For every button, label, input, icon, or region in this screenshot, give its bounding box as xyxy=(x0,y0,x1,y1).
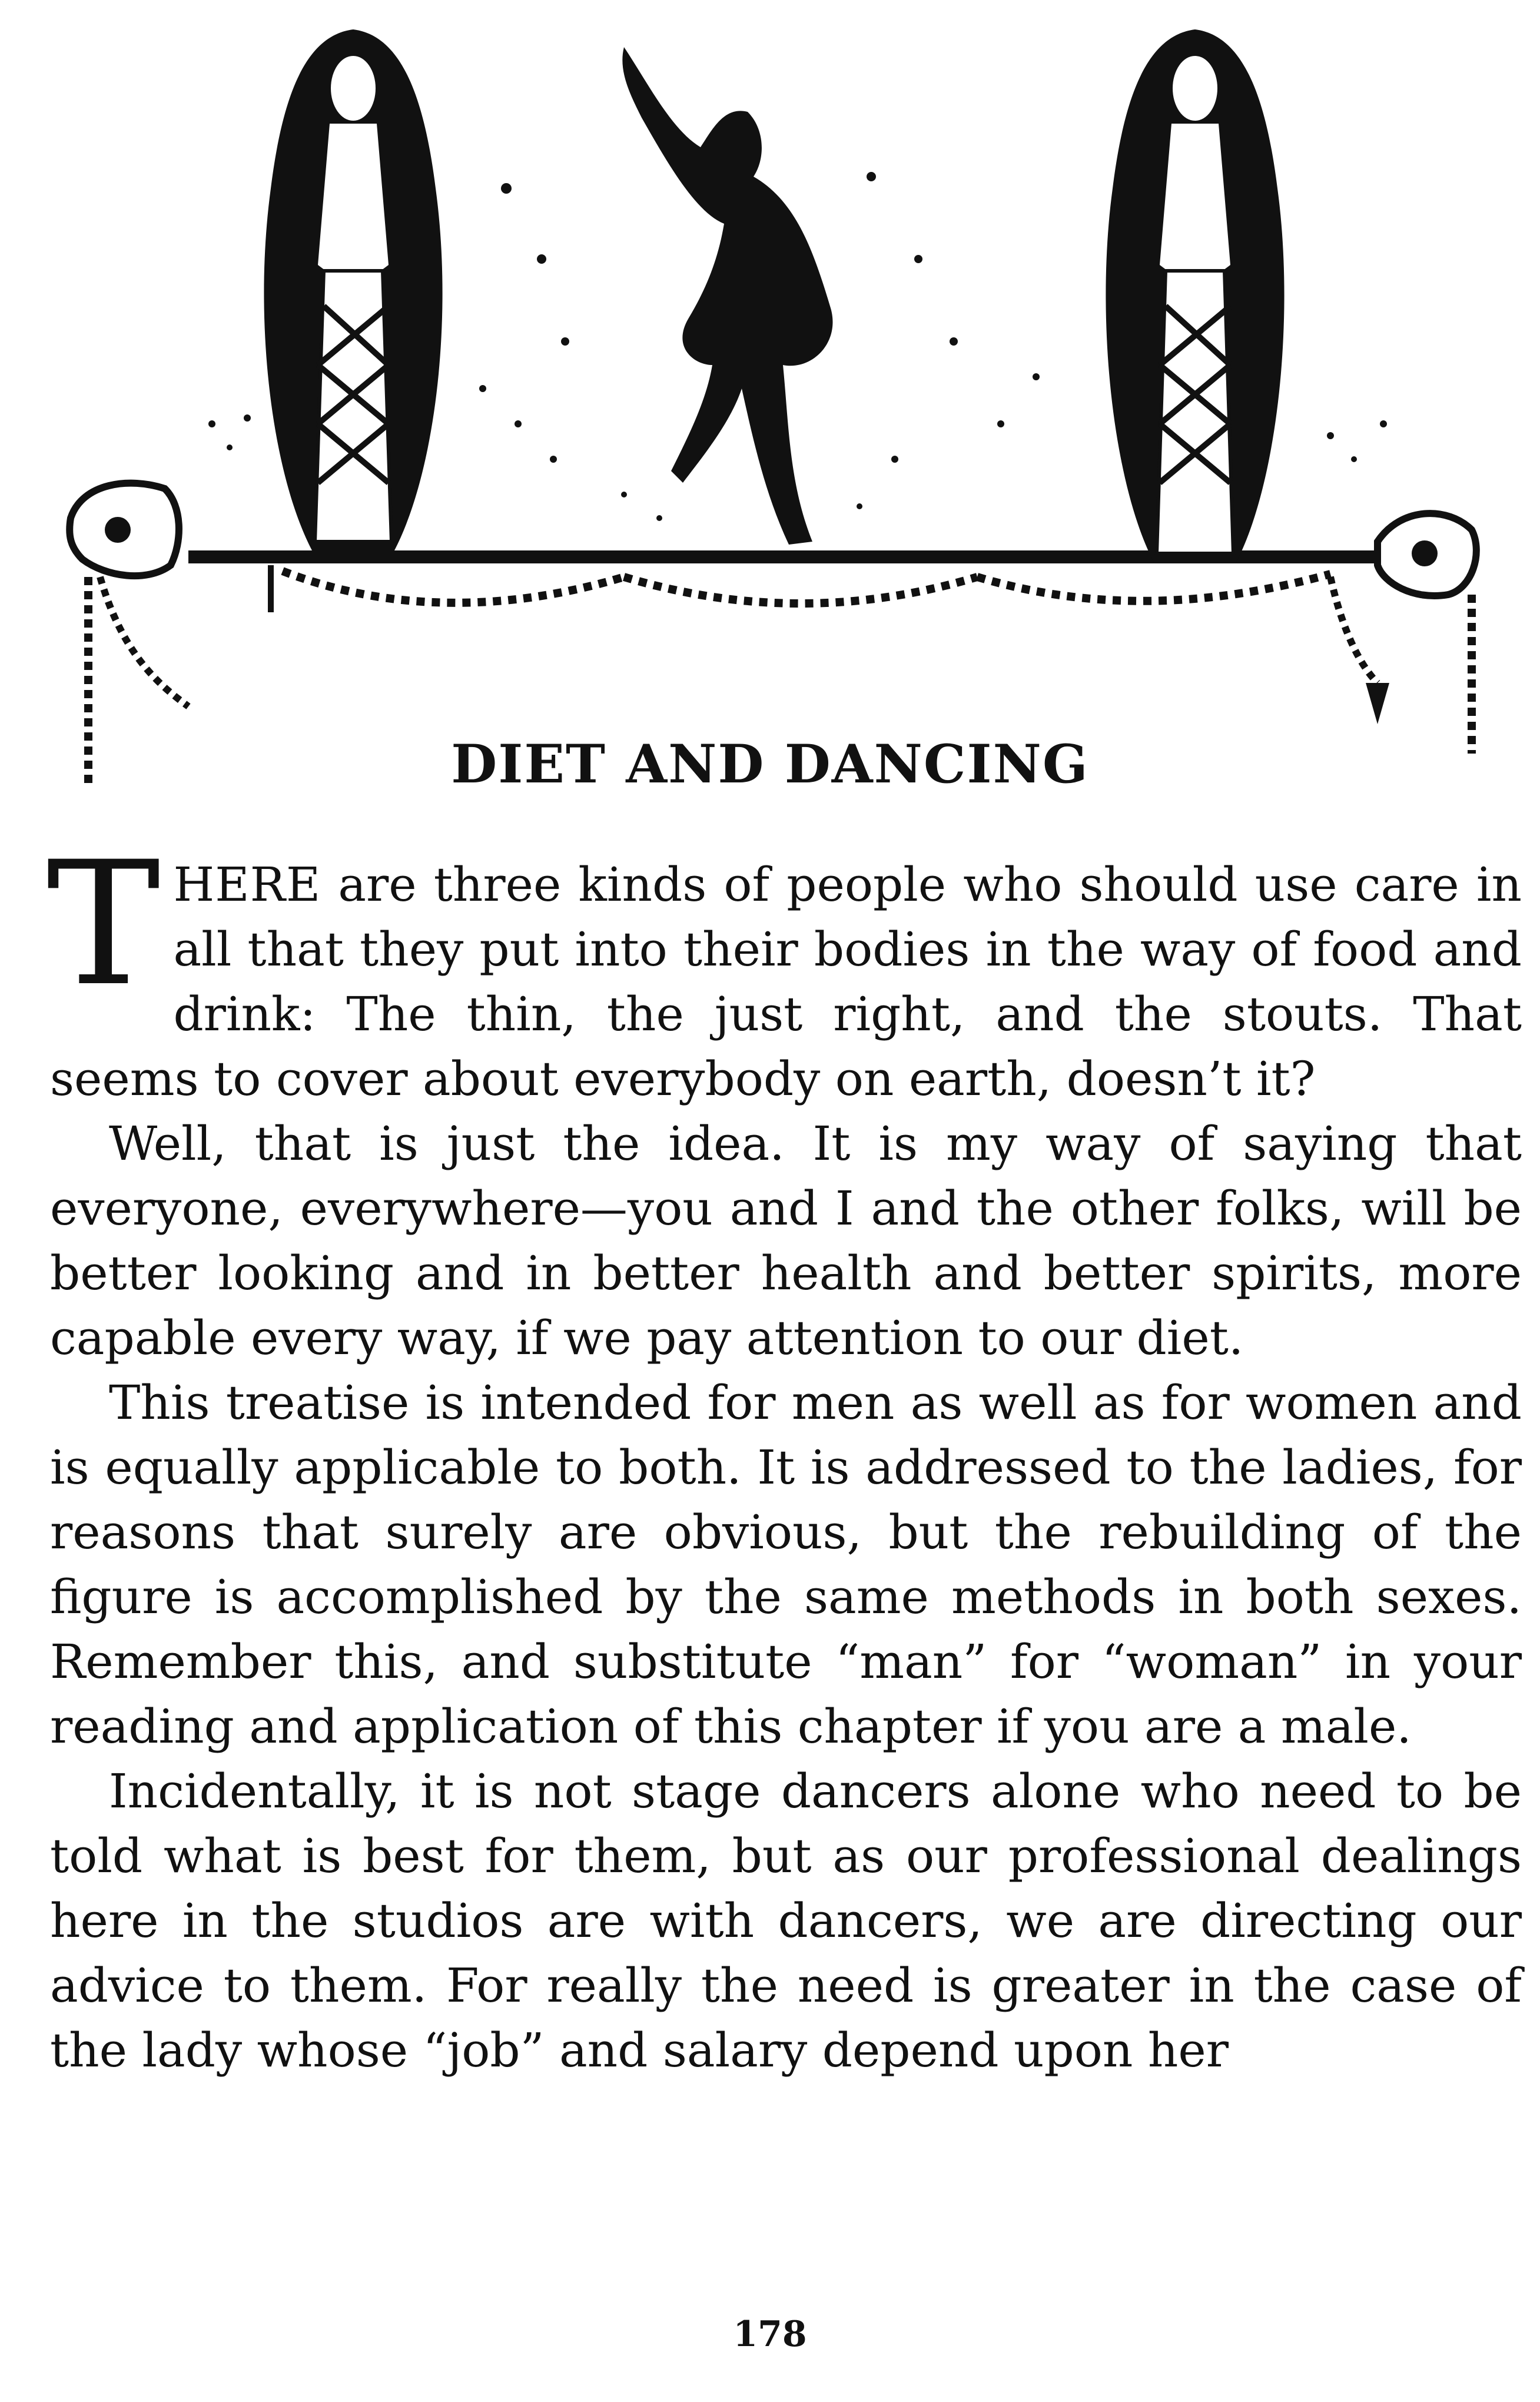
right-ornament-head xyxy=(1330,513,1476,754)
paragraph-1 xyxy=(47,825,1522,1112)
page-number: 178 xyxy=(733,2314,807,2355)
drop-cap: T xyxy=(47,825,161,1024)
lead-word: HERE xyxy=(173,857,321,912)
right-mermaid-figure xyxy=(1106,29,1284,562)
beaded-garlands xyxy=(283,571,1330,603)
central-dancer-silhouette xyxy=(622,47,832,545)
body-text xyxy=(47,825,1522,2083)
paragraph-4: Incidentally, it is not stage dancers alone who need to be told what is best for them, but as our professional dealings here in the studios are with dancers, we are directing our advice to them. For really the need is greater in the case of the lady whose “job” and salary depend upon her xyxy=(50,1764,1522,2078)
paragraph-2: Well, that is just the idea. It is my way of saying that everyone, everywhere—you and I and the other folks, will be better looking and in better health and better spirits, more capable every way, if we pay attention to our diet. xyxy=(50,1116,1522,1365)
paragraph-1-text: are three kinds of people who should use care in all that they put into their bodies in the way of food and drink: The thin, the just right, and the stouts. That seems to cover about everybody on earth, doesn’t it? xyxy=(50,857,1522,1106)
paragraph-3: This treatise is intended for men as well as for women and is equally applicable to both. It is addressed to the ladies, for reasons that surely are obvious, but the rebuilding of the figure is accomplished by the same methods in both sexes. Remember this, and substitute “man” for “woman” in your reading and application of this chapter if you are a male. xyxy=(50,1375,1522,1754)
decorative-header-illustration xyxy=(35,12,1519,824)
left-mermaid-figure xyxy=(264,29,442,550)
chapter-title: DIET AND DANCING xyxy=(451,733,1089,795)
